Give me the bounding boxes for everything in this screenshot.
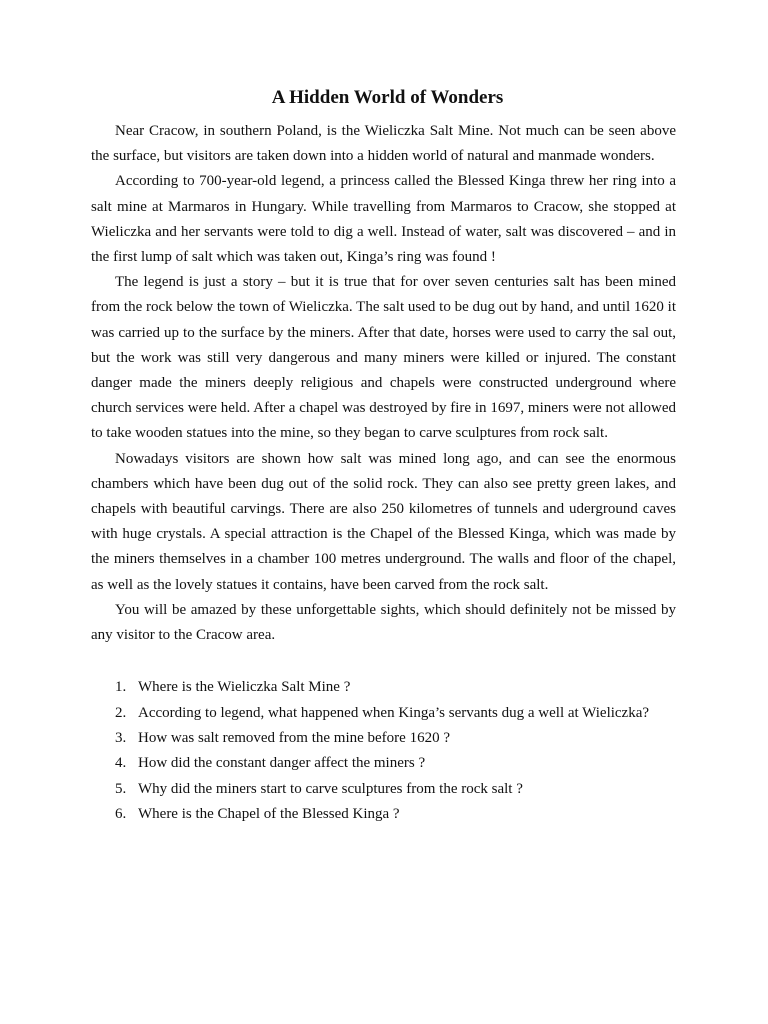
question-text: Where is the Chapel of the Blessed Kinga ?	[138, 806, 400, 823]
document-title: A Hidden World of Wonders	[271, 87, 504, 108]
paragraph-3: The legend is just a story – but it is true that for over seven centuries salt has been mined from the rock below the town of Wieliczka. The salt used to be dug out by hand, and until 1620 it was carried up to the surface by the miners. After that date, horses were used to carry the sal out, but the work was still very dangerous and many miners were killed or injured. The constant danger made the miners deeply religious and chapels were constructed underground where church services were held. After a chapel was destroyed by fire in 1697, miners were not allowed to take wooden statues into the mine, so they began to carve sculptures from rock salt.	[91, 274, 676, 442]
question-text: According to legend, what happened when Kinga’s servants dug a well at Wieliczka?	[138, 704, 650, 721]
question-number: 2.	[115, 704, 127, 721]
question-number: 3.	[115, 730, 127, 747]
question-item	[115, 701, 676, 726]
paragraph-2: According to 700-year-old legend, a princess called the Blessed Kinga threw her ring into a salt mine at Marmaros in Hungary. While travelling from Marmaros to Cracow, she stopped at Wieliczka and her servants were told to dig a well. Instead of water, salt was discovered – and in the first lump of salt which was taken out, Kinga’s ring was found !	[91, 173, 676, 266]
paragraph-1: Near Cracow, in southern Poland, is the Wieliczka Salt Mine. Not much can be seen above the surface, but visitors are taken down into a hidden world of natural and manmade wonders.	[91, 123, 676, 165]
article-body	[91, 119, 676, 648]
question-item	[115, 802, 676, 827]
question-number: 4.	[115, 755, 127, 772]
question-text: How did the constant danger affect the miners ?	[138, 755, 426, 772]
question-item	[115, 777, 676, 802]
document-page	[91, 84, 676, 828]
question-number: 1.	[115, 679, 127, 696]
paragraph-5: You will be amazed by these unforgettable sights, which should definitely not be missed by any visitor to the Cracow area.	[91, 601, 676, 644]
question-number: 6.	[115, 806, 127, 823]
question-list	[91, 675, 676, 827]
question-text: Where is the Wieliczka Salt Mine ?	[138, 679, 351, 696]
question-text: How was salt removed from the mine before 1620 ?	[138, 730, 450, 747]
question-number: 5.	[115, 780, 127, 797]
question-text: Why did the miners start to carve sculptures from the rock salt ?	[138, 780, 523, 797]
question-item	[115, 675, 676, 700]
question-item	[115, 751, 676, 776]
question-item	[115, 726, 676, 751]
paragraph-4: Nowadays visitors are shown how salt was mined long ago, and can see the enormous chambers which have been dug out of the solid rock. They can also see pretty green lakes, and chapels with beautiful carvings. There are also 250 kilometres of tunnels and uderground caves with huge crystals. A special attraction is the Chapel of the Blessed Kinga, which was made by the miners themselves in a chamber 100 metres underground. The walls and floor of the chapel, as well as the lovely statues it contains, have been carved from the rock salt.	[91, 450, 676, 593]
